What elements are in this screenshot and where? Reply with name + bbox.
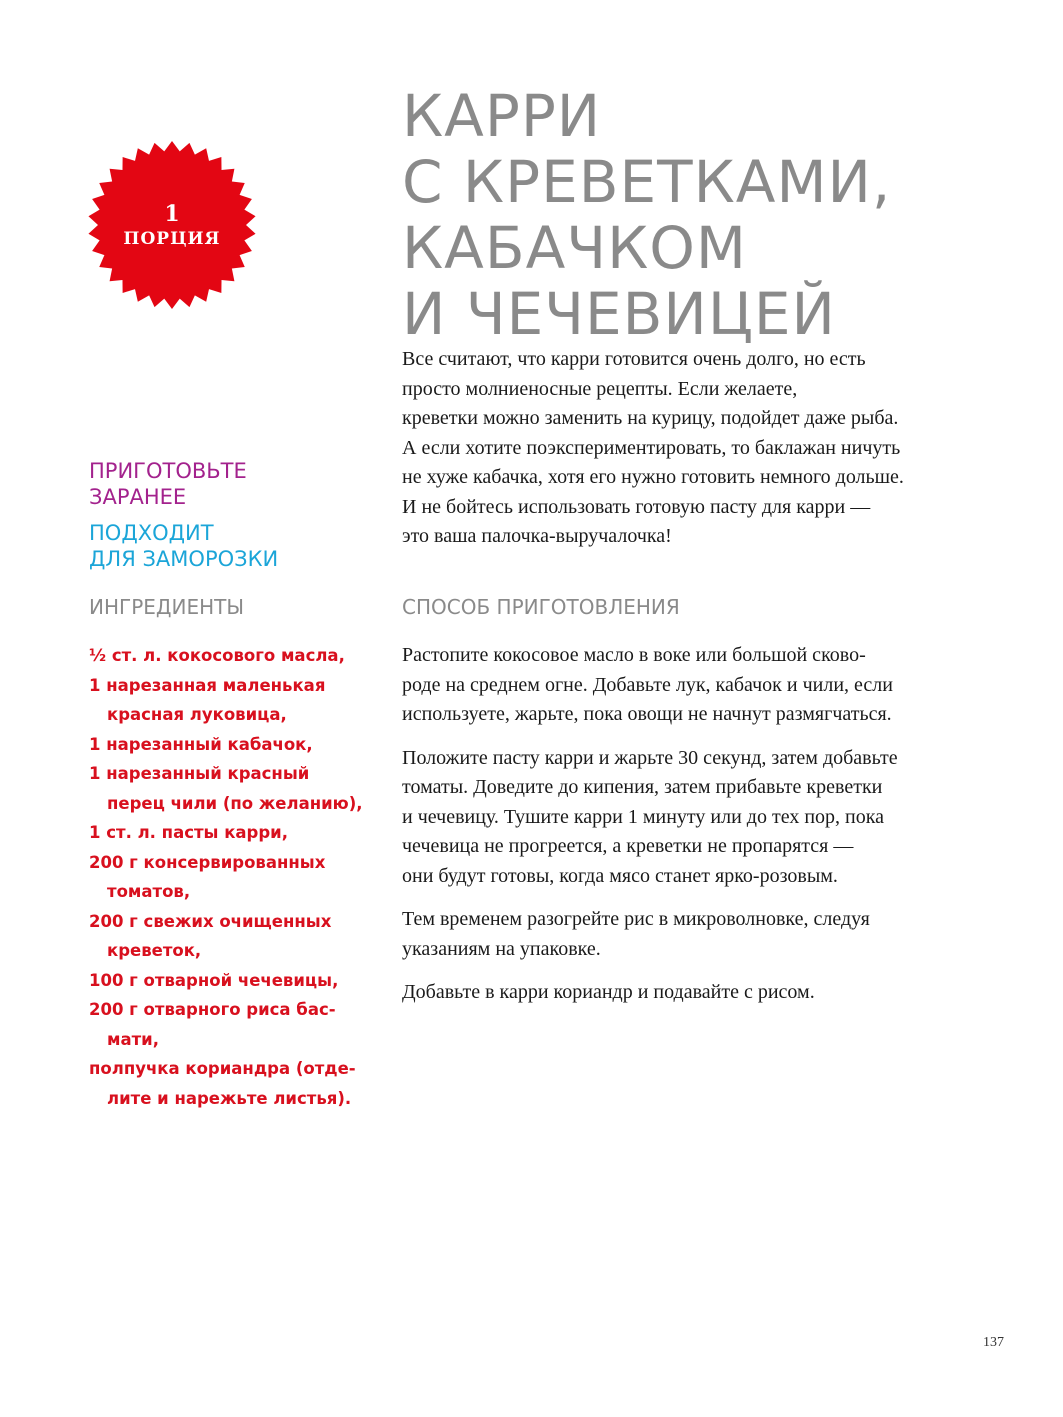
ingredient-item: 1 ст. л. пасты карри, xyxy=(89,823,289,842)
intro-line: не хуже кабачка, хотя его нужно готовить немного дольше. xyxy=(402,466,904,488)
title-line: КАБАЧКОМ xyxy=(402,214,747,282)
servings-number: 1 xyxy=(164,201,180,227)
title-line: И ЧЕЧЕВИЦЕЙ xyxy=(402,280,836,348)
intro-line: креветки можно заменить на курицу, подойдет даже рыба. xyxy=(402,407,899,429)
servings-label: ПОРЦИЯ xyxy=(123,229,221,249)
intro-line: И не бойтесь использовать готовую пасту для карри — xyxy=(402,495,871,518)
servings-badge xyxy=(88,141,256,309)
ingredients-list xyxy=(89,641,379,1113)
make-ahead-tag: ПРИГОТОВЬТЕ ЗАРАНЕЕ xyxy=(89,459,247,509)
ingredient-item: 1 нарезанный кабачок, xyxy=(89,734,313,754)
ingredient-item: 200 г консервированных томатов, xyxy=(89,852,326,901)
ingredient-item: 200 г отварного риса бас- мати, xyxy=(89,1000,336,1049)
ingredient-item: 200 г свежих очищенных креветок, xyxy=(89,911,332,960)
method-step: Положите пасту карри и жарьте 30 секунд, затем добавьте томаты. Доведите до кипения, затем прибавьте креветки и чечевицу. Тушите карри 1 минуту или до тех пор, пока чечевица не прогреется, а креветки не пропарятся — они будут готовы, когда мясо станет ярко-розовым. xyxy=(402,746,898,887)
ingredient-item: полпучка кориандра (отде- лите и нарежьте листья). xyxy=(89,1059,356,1108)
title-line: КАРРИ xyxy=(402,82,602,150)
ingredient-item: 1 нарезанная маленькая красная луковица, xyxy=(89,675,326,724)
ingredients-heading: ИНГРЕДИЕНТЫ xyxy=(89,595,245,619)
freezer-friendly-tag: ПОДХОДИТ ДЛЯ ЗАМОРОЗКИ xyxy=(89,521,279,571)
method-step: Добавьте в карри кориандр и подавайте с рисом. xyxy=(402,981,815,1003)
method-step: Тем временем разогрейте рис в микроволновке, следуя указаниям на упаковке. xyxy=(402,908,870,960)
recipe-title xyxy=(402,83,1042,347)
method-heading: СПОСОБ ПРИГОТОВЛЕНИЯ xyxy=(402,595,680,619)
ingredient-item: ½ ст. л. кокосового масла, xyxy=(89,646,345,665)
intro-line: просто молниеносные рецепты. Если желаете, xyxy=(402,377,798,400)
ingredient-item: 1 нарезанный красный перец чили (по желанию), xyxy=(89,764,363,813)
intro-line: А если хотите поэкспериментировать, то баклажан ничуть xyxy=(402,436,901,459)
intro-line: это ваша палочка-выручалочка! xyxy=(402,525,672,547)
recipe-intro xyxy=(402,345,1022,552)
page-number: 137 xyxy=(983,1335,1004,1350)
intro-line: Все считают, что карри готовится очень долго, но есть xyxy=(402,348,866,370)
method-step: Растопите кокосовое масло в воке или большой сково- роде на среднем огне. Добавьте лук, кабачок и чили, если используете, жарьте, пока овощи не начнут размягчаться. xyxy=(402,644,893,725)
ingredient-item: 100 г отварной чечевицы, xyxy=(89,970,339,990)
title-line: С КРЕВЕТКАМИ, xyxy=(402,148,892,216)
method-steps xyxy=(402,641,1022,1022)
